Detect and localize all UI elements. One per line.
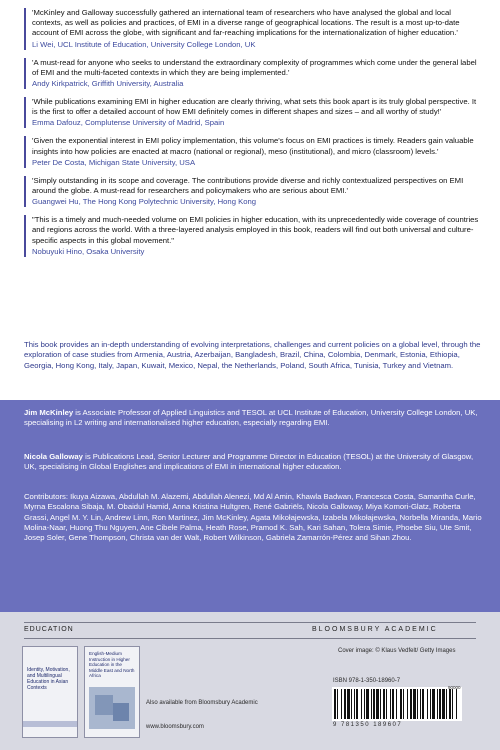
related-book-title: Identity, Motivation, and Multilingual Education in Asian Contexts xyxy=(27,667,70,691)
barcode-bar xyxy=(396,689,397,719)
endorsement-attribution: Peter De Costa, Michigan State University, USA xyxy=(32,157,196,167)
barcode-bar xyxy=(337,689,338,719)
cover-artwork xyxy=(89,687,135,729)
barcode-bar xyxy=(432,689,435,719)
barcode-bar xyxy=(439,689,441,719)
barcode-bar xyxy=(341,689,342,719)
related-book-cover[interactable] xyxy=(22,646,78,738)
barcode-bar xyxy=(422,689,424,719)
barcode-bar xyxy=(334,689,336,719)
endorsement-quote xyxy=(24,8,480,50)
endorsement-text: 'A must-read for anyone who seeks to understand the extraordinary complexity of programmes which come under the general label of EMI and the multi-faceted contexts in which they are being implemented.' xyxy=(32,57,477,77)
endorsement-text: 'Given the exponential interest in EMI policy implementation, this volume's focus on EMI practices is timely. Readers gain valuable insights into how policies are enacted at macro (national or regional), meso (institutional), and micro (classroom) levels.' xyxy=(32,136,474,156)
editor-bio xyxy=(24,452,484,473)
barcode-bar xyxy=(361,689,362,719)
endorsement-quote xyxy=(24,97,480,128)
barcode-bar xyxy=(427,689,428,719)
cover-stripe xyxy=(23,721,77,727)
editor-bio xyxy=(24,408,484,429)
barcode-bar xyxy=(449,689,451,719)
endorsement-quote xyxy=(24,215,480,257)
barcode-bar xyxy=(410,689,412,719)
divider xyxy=(24,638,476,639)
barcode-bar xyxy=(386,689,387,719)
editor-bio-text: is Associate Professor of Applied Linguistics and TESOL at UCL Institute of Education, University College London, UK, specialising in L2 writing and internationalised higher education, especially regarding EMI. xyxy=(24,408,478,428)
endorsement-list xyxy=(24,8,480,265)
divider xyxy=(24,622,476,623)
barcode-bar xyxy=(407,689,408,719)
barcode-bar xyxy=(430,689,431,719)
barcode-bar xyxy=(420,689,421,719)
barcode-bar xyxy=(403,689,404,719)
barcode-bar xyxy=(446,689,447,719)
endorsement-quote xyxy=(24,58,480,89)
barcode-bar xyxy=(442,689,445,719)
category-label: EDUCATION xyxy=(24,626,74,633)
barcode-bar xyxy=(413,689,416,719)
endorsement-text: 'While publications examining EMI in higher education are clearly thriving, what sets this book apart is its truly global perspective. It is the first to offer a detailed account of how EMI definitely comes in different shapes and sizes – and all worthy of study!' xyxy=(32,97,477,117)
barcode-bar xyxy=(347,689,350,719)
publisher-name: BLOOMSBURY ACADEMIC xyxy=(312,626,438,633)
endorsement-attribution: Guangwei Hu, The Hong Kong Polytechnic University, Hong Kong xyxy=(32,197,257,207)
barcode-bar xyxy=(344,689,346,719)
contributors-list: Contributors: Ikuya Aizawa, Abdullah M. Alazemi, Abdullah Alenezi, Md Al Amin, Khawla Badwan, Francesca Costa, Samantha Curle, Myrna Escalona Sibaja, M. Obaidul Hamid, Anna Kristina Hultgren, René Gabriëls, Nicola Galloway, Miya Komori-Glatz, Roberta Grassi, Angel M. Y. Lin, Andrew Linn, Ron Martinez, Jim McKinley, Agata Mikołajewska, Izabela Mikołajewska, Norbella Miranda, Mario Molina-Naar, Huong Thu Nguyen, Ane Cibele Palma, Heath Rose, Pramod K. Sah, Kari Sahan, Tolera Simie, Phoebe Siu, Ute Smit, Josep Soler, Gene Thompson, Christa van der Walt, Robert Wilkinson, Gabriela Zamarrón-Pérez and Sihan Zhou. xyxy=(24,492,482,543)
related-book-title: English-Medium Instruction in Higher Education in the Middle East and North Africa xyxy=(89,651,135,678)
barcode-bar xyxy=(376,689,379,719)
barcode-bar xyxy=(356,689,358,719)
related-book-cover[interactable] xyxy=(84,646,140,738)
barcode-bar xyxy=(456,689,457,719)
also-available-text: Also available from Bloomsbury Academic xyxy=(146,700,258,706)
barcode-bar xyxy=(417,689,418,719)
barcode-bar xyxy=(351,689,352,719)
barcode-addon: 90000 xyxy=(448,685,461,690)
publisher-website[interactable]: www.bloomsbury.com xyxy=(146,724,204,730)
barcode-bar xyxy=(373,689,375,719)
editor-name: Jim McKinley xyxy=(24,408,74,417)
endorsement-text: "This is a timely and much-needed volume on EMI policies in higher education, with its unprecedentedly wide coverage of countries and regions across the world. With a three-layered analysis employed in this book, readers will find out both universal and culture-specific aspects in this global movement." xyxy=(32,215,479,245)
endorsement-quote xyxy=(24,136,480,167)
isbn-text: ISBN 978-1-350-18960-7 xyxy=(333,678,401,684)
barcode-bar xyxy=(452,689,453,719)
barcode-bar xyxy=(400,689,402,719)
endorsement-attribution: Li Wei, UCL Institute of Education, University College London, UK xyxy=(32,39,256,49)
endorsement-quote xyxy=(24,176,480,207)
endorsement-text: 'Simply outstanding in its scope and coverage. The contributions provide diverse and richly contextualized perspectives on EMI around the globe. A must-read for researchers and policymakers who are serious about EMI.' xyxy=(32,175,464,196)
editors-band xyxy=(0,400,500,612)
endorsement-attribution: Emma Dafouz, Complutense University of Madrid, Spain xyxy=(32,118,225,128)
barcode-number: 9 781350 189607 xyxy=(333,722,403,728)
barcode-bar xyxy=(437,689,438,719)
barcode xyxy=(332,687,462,721)
endorsement-text: 'McKinley and Galloway successfully gathered an international team of researchers who have analysed the global and local contexts, as well as policies and practices, of EMI in a diverse range of geographical locations. The result is a most up-to-date account of EMI across the globe, with significant and far-reaching implications for the internationalization of higher education.' xyxy=(32,8,460,38)
editor-name: Nicola Galloway xyxy=(24,452,83,461)
editor-bio-text: is Publications Lead, Senior Lecturer and Programme Director in Education (TESOL) at the University of Glasgow, UK, specialising in Global Englishes and implications of EMI in international higher education. xyxy=(24,452,474,472)
endorsement-attribution: Nobuyuki Hino, Osaka University xyxy=(32,246,145,256)
book-description: This book provides an in-depth understanding of evolving interpretations, challenges and current policies on a global level, through the exploration of case studies from Armenia, Austria, Azerbaijan, Bangladesh, Brazil, China, Colombia, Denmark, Estonia, Ethiopia, Georgia, Hong Kong, Italy, Japan, Kuwait, Mexico, Nepal, the Netherlands, Poland, South Africa, Tunisia, Turkey and Vietnam. xyxy=(24,340,481,370)
barcode-bar xyxy=(364,689,365,719)
publisher-footer xyxy=(0,612,500,750)
endorsement-attribution: Andy Kirkpatrick, Griffith University, Australia xyxy=(32,79,184,89)
barcode-bars xyxy=(332,687,462,721)
barcode-bar xyxy=(390,689,391,719)
barcode-bar xyxy=(366,689,369,719)
barcode-bar xyxy=(380,689,381,719)
barcode-bar xyxy=(392,689,394,719)
barcode-bar xyxy=(354,689,355,719)
cover-image-credit: Cover image: © Klaus Vedfelt/ Getty Images xyxy=(338,648,456,654)
barcode-bar xyxy=(383,689,385,719)
barcode-bar xyxy=(371,689,372,719)
